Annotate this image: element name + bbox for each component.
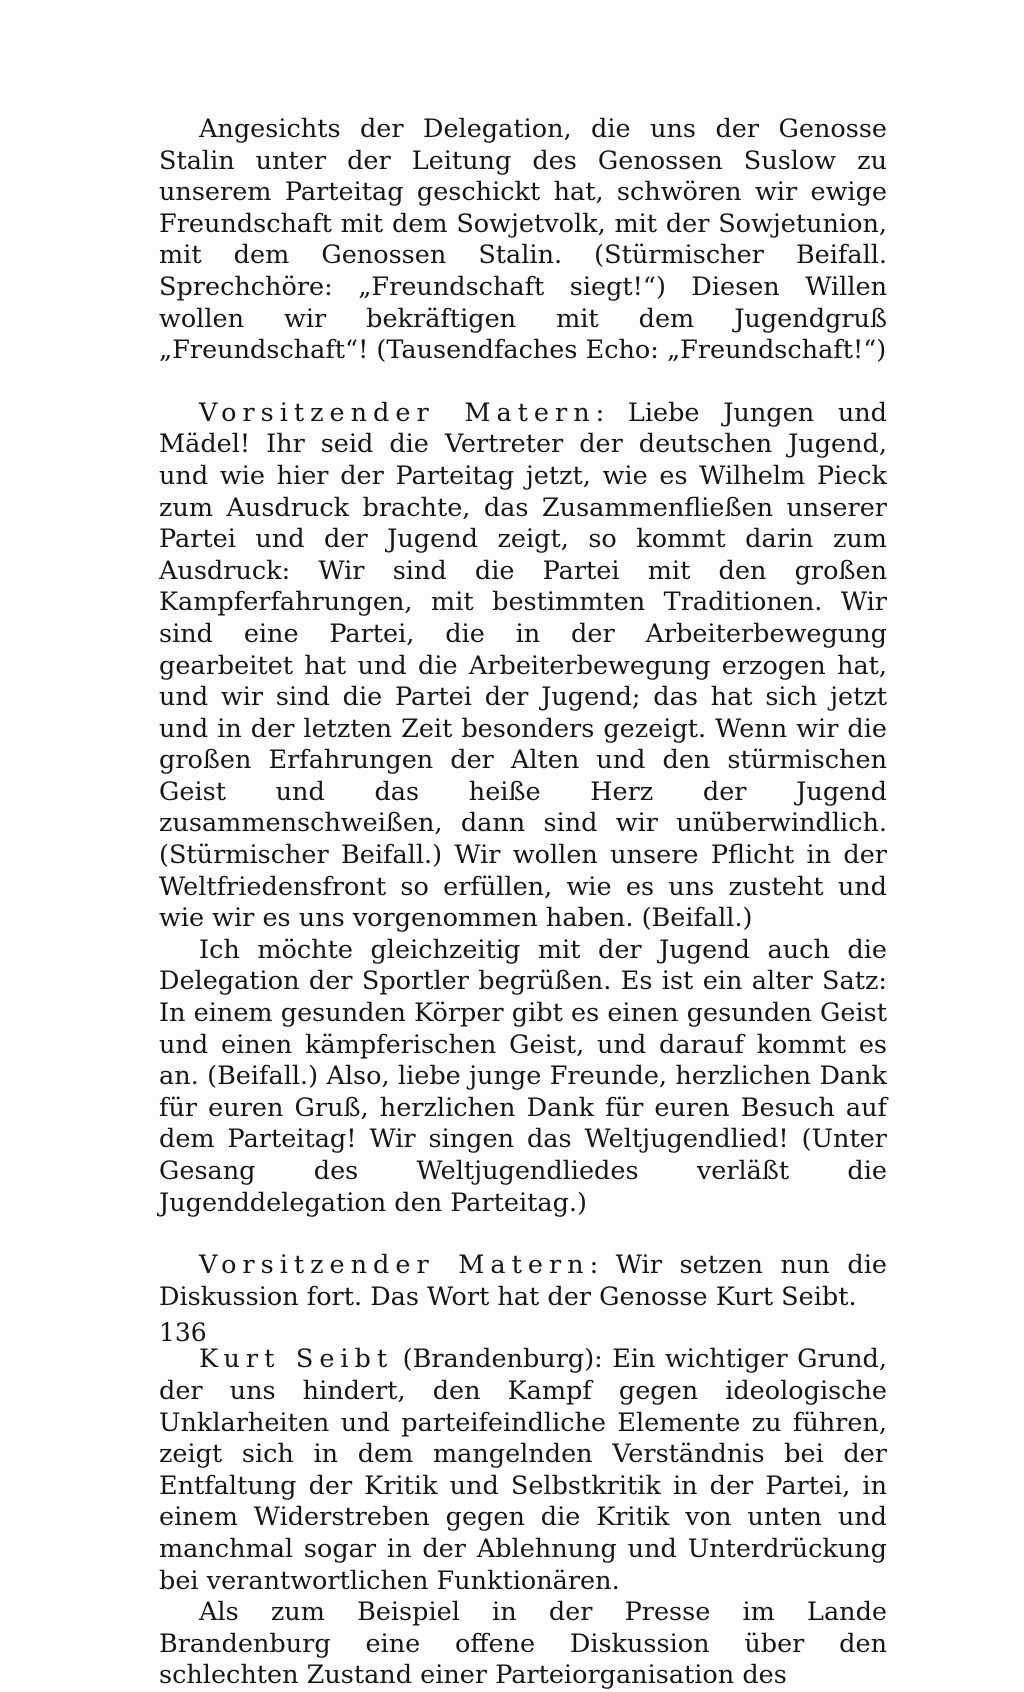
paragraph-delegation-stalin bbox=[159, 114, 887, 367]
paragraph-matern-jugend bbox=[159, 398, 887, 935]
paragraph-brandenburg-presse bbox=[159, 1597, 887, 1692]
speaker-name: Vorsitzender Matern bbox=[199, 1250, 590, 1281]
paragraph-sportler bbox=[159, 935, 887, 1219]
paragraph-text: : Wir setzen nun die Diskussion fort. Das Wort hat der Genosse Kurt Seibt. bbox=[159, 1250, 887, 1312]
paragraph-text: Als zum Beispiel in der Presse im Lande Brandenburg eine offene Diskussion über den schlechten Zustand einer Parteiorganisation des bbox=[159, 1597, 887, 1691]
paragraph-gap bbox=[159, 1219, 887, 1250]
paragraph-matern-diskussion bbox=[159, 1250, 887, 1313]
page-number: 136 bbox=[159, 1318, 207, 1347]
body-text bbox=[159, 114, 887, 1692]
speaker-name: Vorsitzender Matern bbox=[199, 397, 596, 428]
paragraph-text: Angesichts der Delegation, die uns der Genosse Stalin unter der Leitung des Genossen Suslow zu unserem Parteitag geschickt hat, schwören wir ewige Freundschaft mit dem Sowjetvolk, mit der Sowjetunion, mit dem Genossen Stalin. (Stürmischer Beifall. Sprechchöre: „Freundschaft siegt!“) Diesen Willen wollen wir bekräftigen mit dem Jugendgruß „Freundschaft“! (Tausendfaches Echo: „Freundschaft!“) bbox=[159, 114, 887, 366]
paragraph-text: (Brandenburg): Ein wichtiger Grund, der uns hindert, den Kampf gegen ideologische Unklarheiten und parteifeindliche Elemente zu führen, zeigt sich in dem mangelnden Verständnis bei der Entfaltung der Kritik und Selbstkritik in der Partei, in einem Widerstreben gegen die Kritik von unten und manchmal sogar in der Ablehnung und Unterdrückung bei verantwortlichen Funktionären. bbox=[159, 1344, 887, 1596]
paragraph-gap bbox=[159, 1313, 887, 1344]
paragraph-seibt bbox=[159, 1344, 887, 1597]
paragraph-text: : Liebe Jungen und Mädel! Ihr seid die Vertreter der deutschen Jugend, und wie hier der Parteitag jetzt, wie es Wilhelm Pieck zum Ausdruck brachte, das Zusammenfließen unserer Partei und der Jugend zeigt, so kommt darin zum Ausdruck: Wir sind die Partei mit den großen Kampferfahrungen, mit bestimmten Traditionen. Wir sind eine Partei, die in der Arbeiterbewegung gearbeitet hat und die Arbeiterbewegung erzogen hat, und wir sind die Partei der Jugend; das hat sich jetzt und in der letzten Zeit besonders gezeigt. Wenn wir die großen Erfahrungen der Alten und den stürmischen Geist und das heiße Herz der Jugend zusammenschweißen, dann sind wir unüberwindlich. (Stürmischer Beifall.) Wir wollen unsere Pflicht in der Weltfriedensfront so erfüllen, wie es uns zusteht und wie wir es uns vorgenommen haben. (Beifall.) bbox=[159, 397, 887, 934]
paragraph-gap bbox=[159, 367, 887, 398]
paragraph-text: Ich möchte gleichzeitig mit der Jugend auch die Delegation der Sportler begrüßen. Es ist ein alter Satz: In einem gesunden Körper gibt es einen gesunden Geist und einen kämpferischen Geist, und darauf kommt es an. (Beifall.) Also, liebe junge Freunde, herzlichen Dank für euren Gruß, herzlichen Dank für euren Besuch auf dem Parteitag! Wir singen das Weltjugendlied! (Unter Gesang des Weltjugendliedes verläßt die Jugenddelegation den Parteitag.) bbox=[159, 934, 887, 1218]
speaker-name: Kurt Seibt bbox=[199, 1344, 394, 1375]
